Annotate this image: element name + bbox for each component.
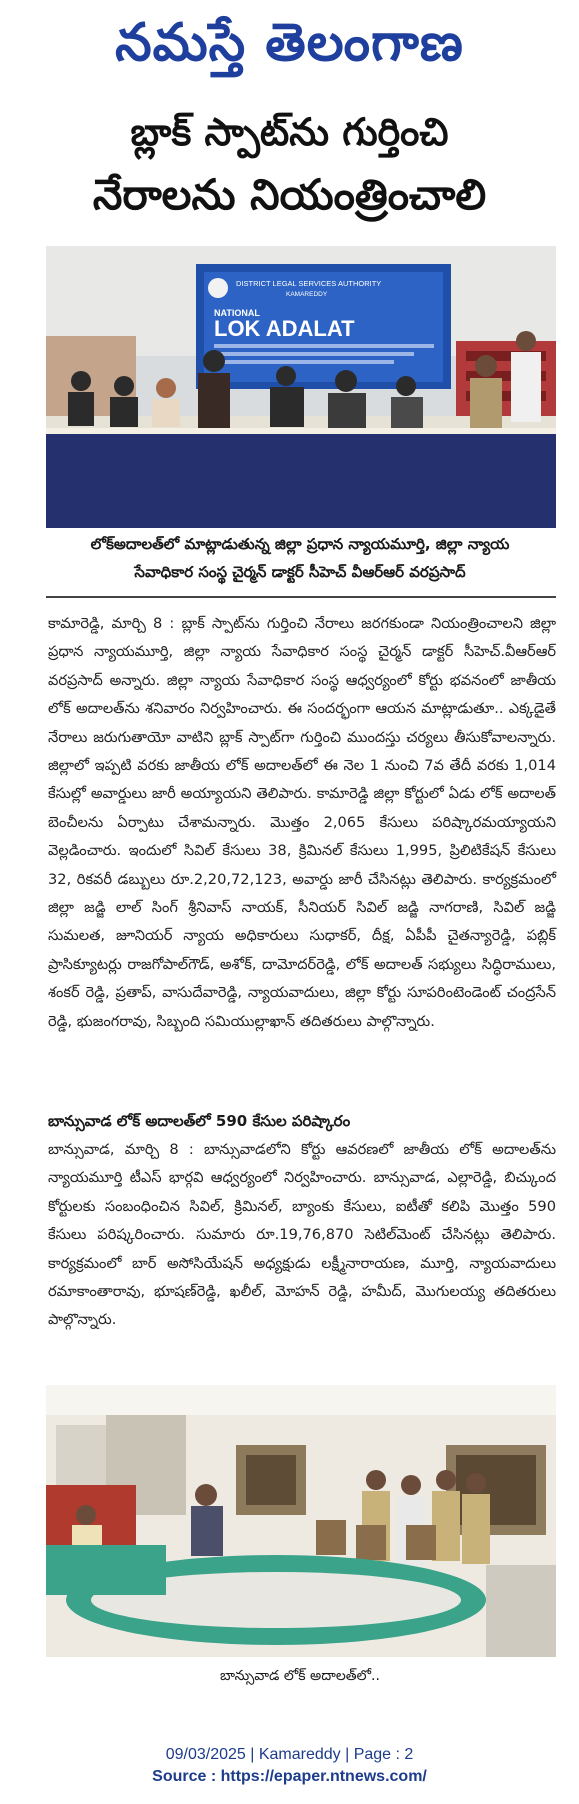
banner-national-text: NATIONAL <box>214 308 260 318</box>
banswada-court-photo <box>46 1385 556 1657</box>
headline-line-1: బ్లాక్ స్పాట్‌ను గుర్తించి <box>130 110 449 154</box>
footer-date-page: 09/03/2025 | Kamareddy | Page : 2 <box>165 1746 414 1763</box>
stage-photo-illustration <box>46 246 556 528</box>
banner-title-text: LOK ADALAT <box>214 316 355 341</box>
section-divider <box>46 596 556 598</box>
photo-1-caption: లోక్‌అదాలత్‌లో మాట్లాడుతున్న జిల్లా ప్రధాన న్యాయమూర్తి, జిల్లా న్యాయ సేవాధికార సంస్థ చైర్మన్ డాక్టర్ సీహెచ్ వీఆర్‌ఆర్ వరప్రసాద్ <box>90 535 510 581</box>
footer-source-link[interactable]: Source : https://epaper.ntnews.com/ <box>152 1768 427 1785</box>
photo-2-caption: బాన్సువాడ లోక్ అదాలత్‌లో.. <box>220 1668 380 1684</box>
article-paragraph-1: కామారెడ్డి, మార్చి 8 : బ్లాక్ స్పాట్‌ను గుర్తించి నేరాలు జరగకుండా నియంత్రించాలని జిల్లా ప్రధాన న్యాయమూర్తి, జిల్లా న్యాయ సేవాధికార సంస్థ చైర్మన్ డాక్టర్ సీహెచ్.వీఆర్‌ఆర్ వరప్రసాద్ అన్నారు. జిల్లా న్యాయ సేవాధికార సంస్థ ఆధ్వర్యంలో కోర్టు భవనంలో జాతీయ లోక్ అదాలత్‌ను శనివారం నిర్వహించారు. ఈ సందర్భంగా ఆయన మాట్లాడుతూ.. ఎక్కడైతే నేరాలు జరుగుతాయో వాటిని బ్లాక్ స్పాట్‌గా గుర్తించి ముందస్తు చర్యలు తీసుకోవాలన్నారు. జిల్లాలో ఇప్పటి వరకు జాతీయ లోక్ అదాలత్‌లో ఈ నెల 1 నుంచి 7వ తేదీ వరకు 1,014 కేసుల్లో అవార్డులు జారీ అయ్యాయని తెలిపారు. కామారెడ్డి జిల్లా కోర్టులో ఏడు లోక్ అదాలత్ బెంచీలను ఏర్పాటు చేశామన్నారు. మొత్తం 2,065 కేసులు పరిష్కారమయ్యాయని వెల్లడించారు. ఇందులో సివిల్ కేసులు 38, క్రిమినల్ కేసులు 1,995, ప్రిలిటికేషన్ కేసులు 32, రికవరీ డబ్బులు రూ.2,20,72,123, అవార్డు జారీ చేసినట్లు తెలిపారు. కార్యక్రమంలో జిల్లా జడ్జి లాల్ సింగ్ శ్రీనివాస్ నాయక్, సీనియర్ సివిల్ జడ్జి నాగరాణి, సివిల్ జడ్జి సుమలత, జూనియర్ న్యాయ అధికారులు సుధాకర్, దీక్ష, ఏపీపీ చైతన్యారెడ్డి, పబ్లిక్ ప్రాసిక్యూటర్లు రాజగోపాల్‌గౌడ్, అశోక్, దామోదర్‌రెడ్డి, లోక్ అదాలత్ సభ్యులు సిద్ధిరాములు, శంకర్ రెడ్డి, ప్రతాప్, వాసుదేవారెడ్డి, న్యాయవాదులు, జిల్లా కోర్టు సూపరింటెండెంట్ చంద్రసేన్ రెడ్డి, భుజంగరావు, సిబ్బంది సమియుల్లాఖాన్ తదితరులు పాల్గొన్నారు. <box>48 615 556 1030</box>
headline-line-2: నేరాలను నియంత్రించాలి <box>92 170 487 219</box>
banner-authority-text: DISTRICT LEGAL SERVICES AUTHORITY <box>236 279 382 288</box>
article-subheading: బాన్సువాడ లోక్ అదాలత్‌లో 590 కేసుల పరిష్కారం <box>48 1112 351 1130</box>
lok-adalat-stage-photo <box>46 246 556 528</box>
article-paragraph-2: బాన్సువాడ, మార్చి 8 : బాన్సువాడలోని కోర్టు ఆవరణలో జాతీయ లోక్ అదాలత్‌ను న్యాయమూర్తి టీఎస్ భార్గవి ఆధ్వర్యంలో నిర్వహించారు. బాన్సువాడ, ఎల్లారెడ్డి, బిచ్కుంద కోర్టులకు సంబంధించిన సివిల్, క్రిమినల్, బ్యాంకు కేసులు, ఐటీతో కలిపి మొత్తం 590 కేసులు పరిష్కరించారు. సుమారు రూ.19,76,870 సెటిల్‌మెంట్ చేసినట్లు తెలిపారు. కార్యక్రమంలో బార్ అసోసియేషన్ అధ్యక్షుడు లక్ష్మీనారాయణ, మూర్తి, న్యాయవాదులు రమాకాంతారావు, భూషణ్‌రెడ్డి, ఖలీల్, మోహన్ రెడ్డి, హమీద్, మొగులయ్య తదితరులు పాల్గొన్నారు. <box>48 1141 556 1329</box>
court-photo-illustration <box>46 1385 556 1657</box>
masthead-title: నమస్తే తెలంగాణ <box>115 12 464 73</box>
banner-place-text: KAMAREDDY <box>286 291 328 298</box>
